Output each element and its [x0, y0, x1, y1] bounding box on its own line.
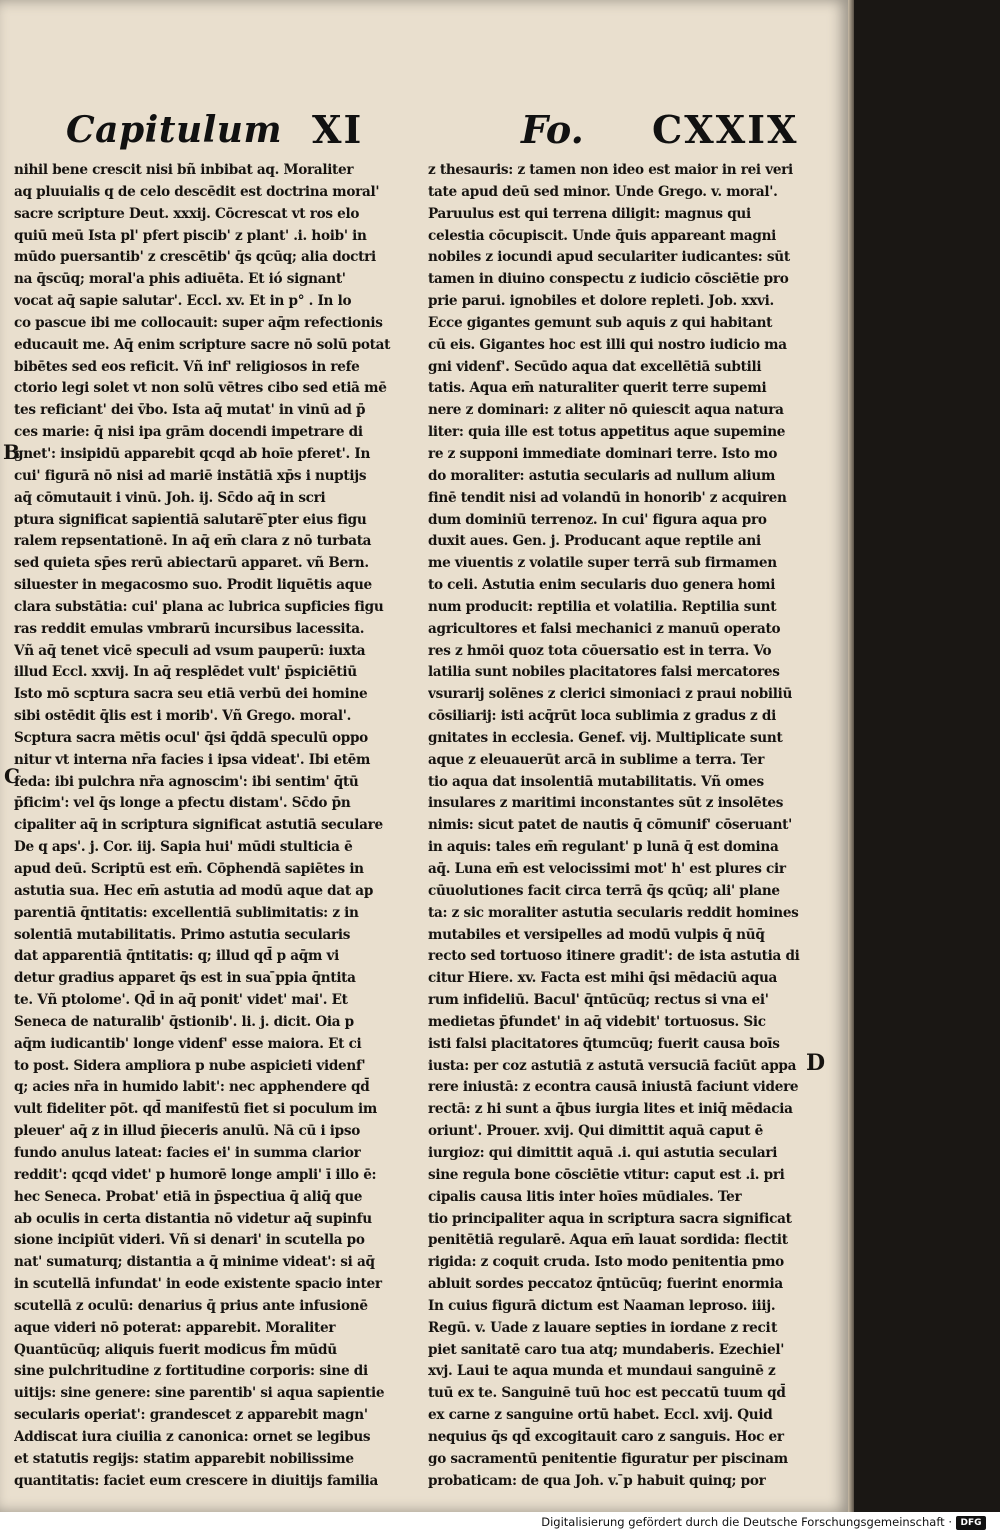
text-line: scutellā z oculū: denarius q̄ prius ante infusionē	[14, 1297, 368, 1314]
text-line: gnitates in ecclesia. Genef. vij. Multiplicate sunt	[428, 729, 783, 746]
text-line: sine regula bone cōsciētie vtitur: caput est .i. pri	[428, 1166, 785, 1183]
text-line: Quantūcūq; aliquis fuerit modicus f̄m mūdū	[14, 1341, 337, 1358]
text-line: rectā: z hi sunt a q̄bus iurgia lites et iniq̄ mēdacia	[428, 1101, 793, 1118]
text-line: nobiles z iocundi apud seculariter iudicantes: sūt	[428, 249, 790, 266]
text-line: sacre scripture Deut. xxxij. Cōcrescat vt ros elo	[14, 205, 360, 222]
text-line: insulares z maritimi inconstantes sūt z insolētes	[428, 795, 784, 812]
text-line: In cuius figurā dictum est Naaman leproso. iiij.	[428, 1297, 776, 1314]
text-line: iurgioz: qui dimittit aquā .i. qui astutia seculari	[428, 1144, 778, 1161]
text-line: aq̄ cōmutauit i vinū. Joh. ij. Sc̄do aq̄ in scri	[14, 489, 326, 506]
text-line: nequius q̄s qd̄ excogitauit caro z sanguis. Hoc er	[428, 1428, 784, 1445]
text-line: co pascue ibi me collocauit: super aq̄m refectionis	[14, 314, 383, 331]
text-line: bibētes sed eos reficit. Vñ inf' religiosos in refe	[14, 358, 360, 375]
text-line: astutia sua. Hec em̄ astutia ad modū aque dat ap	[14, 882, 374, 899]
text-line: quiū meū Ista pl' pfert piscib' z plant' .i. hoib' in	[14, 227, 367, 244]
text-line: sione incipiūt videri. Vñ si denari' in scutella po	[14, 1232, 365, 1249]
text-line: detur gradius apparet q̄s est in sua ̄ppia q̄ntita	[14, 970, 356, 987]
text-line: pleuer' aq̄ z in illud p̄ieceris anulū. Nā cū i ipso	[14, 1123, 360, 1140]
text-line: tamen in diuino conspectu z iudicio cōsciētie pro	[428, 271, 789, 288]
text-line: cipaliter aq̄ in scriptura significat astutiā seculare	[14, 817, 383, 834]
text-line: rere iniustā: z econtra causā iniustā faciunt videre	[428, 1079, 799, 1096]
text-line: latilia sunt nobiles placitatores falsi mercatores	[428, 664, 780, 681]
text-line: gnet': insipidū apparebit qcqd ab hoīe pferet'. In	[14, 445, 371, 462]
text-line: Ecce gigantes gemunt sub aquis z qui habitant	[428, 314, 773, 331]
text-line: feda: ibi pulchra nr̄a agnoscim': ibi sentim' q̄tū	[14, 773, 359, 790]
text-line: probaticam: de qua Joh. v. ̄p habuit quinq; por	[428, 1472, 766, 1489]
text-line: recto sed tortuoso itinere gradit': de ista astutia di	[428, 948, 800, 965]
text-line: duxit aues. Gen. j. Producant aque reptile ani	[428, 533, 761, 550]
text-line: iusta: per coz astutiā z astutā versuciā faciūt appa	[428, 1057, 797, 1074]
text-line: ras reddit emulas vmbrarū incursibus lacessita.	[14, 620, 365, 637]
left-text-column	[14, 160, 404, 1492]
text-line: isti falsi placitatores q̄tumcūq; fuerit causa boīs	[428, 1035, 780, 1052]
text-line: nihil bene crescit nisi bñ inbibat aq. Moraliter	[14, 162, 354, 178]
text-line: Vñ aq̄ tenet vicē speculi ad vsum pauperū: iuxta	[14, 642, 366, 659]
text-line: nitur vt interna nr̄a facies i ipsa videat'. Ibi etēm	[14, 751, 371, 768]
text-line: abluit sordes peccatoz q̄ntūcūq; fuerint enormia	[428, 1276, 783, 1293]
text-line: celestia cōcupiscit. Unde q̄uis appareant magni	[428, 227, 777, 244]
funding-credit: Digitalisierung gefördert durch die Deutsche Forschungsgemeinschaft ·	[541, 1515, 952, 1529]
text-line: citur Hiere. xv. Facta est mihi q̄si mēdaciū aqua	[428, 970, 778, 987]
text-line: aq̄. Luna em̄ est velocissimi mot' h' est plures cir	[428, 861, 786, 877]
text-line: to celi. Astutia enim secularis duo genera homi	[428, 577, 776, 594]
text-line: vocat aq̄ sapie salutar'. Eccl. xv. Et in p° . In lo	[14, 293, 352, 310]
text-line: nimis: sicut patet de nautis q̄ cōmunif' cōseruant'	[428, 817, 792, 834]
text-line: et statutis regijs: statim apparebit nobilissime	[14, 1450, 354, 1467]
text-line: cui' figurā nō nisi ad mariē instātiā xp̄s i nuptijs	[14, 467, 367, 484]
text-line: uitijs: sine genere: sine parentib' si aqua sapientie	[14, 1385, 385, 1402]
text-line: ta: z sic moraliter astutia secularis reddit homines	[428, 904, 799, 921]
footer-bar	[0, 1512, 1000, 1535]
text-line: Seneca de naturalib' q̄stionib'. li. j. dicit. Oia p	[14, 1013, 354, 1030]
text-line: ab oculis in certa distantia nō videtur aq̄ supinfu	[14, 1210, 372, 1227]
text-line: siluester in megacosmo suo. Prodit liquētis aque	[14, 577, 372, 594]
text-line: clara substātia: cui' plana ac lubrica supficies figu	[14, 598, 384, 615]
margin-letter-b: B	[3, 440, 20, 464]
text-line: secularis operiat': grandescet z apparebit magn'	[14, 1407, 368, 1424]
text-line: vult fideliter pōt. qd̄ manifestū fiet si poculum im	[14, 1101, 377, 1118]
text-line: oriunt'. Prouer. xvij. Qui dimittit aquā caput ē	[428, 1123, 764, 1140]
text-line: ces marie: q̄ nisi ipa grām docendi impetrare di	[14, 424, 363, 441]
text-line: ralem repsentationē. In aq̄ em̄ clara z nō turbata	[14, 533, 372, 550]
text-line: mūdo puersantib' z crescētib' q̄s qcūq; alia doctri	[14, 249, 376, 266]
text-line: gni videnf'. Secūdo aqua dat excellētiā subtili	[428, 358, 762, 375]
text-line: Isto mō scptura sacra seu etiā verbū dei homine	[14, 686, 368, 703]
text-line: apud deū. Scriptū est em̄. Cōphendā sapiētes in	[14, 861, 364, 877]
text-line: p̄ficim': vel q̄s longe a pfectu distam'. Sc̄do p̄n	[14, 795, 351, 812]
text-line: go sacramentū penitentie figuratur per piscinam	[428, 1450, 788, 1467]
text-line: nat' sumaturq; distantia a q̄ minime videat': si aq̄	[14, 1254, 375, 1271]
text-line: mutabiles et versipelles ad modū vulpis q̄ nūq̄	[428, 926, 765, 943]
text-line: sibi ostēdit q̄lis est i morib'. Vñ Grego. moral'.	[14, 708, 352, 725]
text-line: illud Eccl. xxvij. In aq̄ resplēdet vult' p̄spiciētiū	[14, 664, 357, 681]
text-line: tio principaliter aqua in scriptura sacra significat	[428, 1210, 792, 1227]
text-line: De q aps'. j. Cor. iij. Sapia hui' mūdi stulticia ē	[14, 839, 353, 856]
text-line: rigida: z coquit cruda. Isto modo penitentia pmo	[428, 1254, 784, 1271]
dfg-logo: DFG	[956, 1516, 986, 1530]
text-line: q; acies nr̄a in humido labit': nec apphendere qd̄	[14, 1079, 370, 1096]
text-line: in scutellā infundat' in eode existente spacio inter	[14, 1276, 382, 1293]
text-line: to post. Sidera ampliora p nube aspicieti videnf'	[14, 1057, 366, 1074]
text-line: sine pulchritudine z fortitudine corporis: sine di	[14, 1363, 368, 1380]
text-line: educauit me. Aq̄ enim scripture sacre nō solū potat	[14, 336, 391, 353]
text-line: ptura significat sapientiā salutarē ̄pter eius figu	[14, 511, 367, 528]
text-line: rum infideliū. Bacul' q̄ntūcūq; rectus si vna ei'	[428, 992, 769, 1009]
text-line: tatis. Aqua em̄ naturaliter querit terre supemi	[428, 380, 767, 397]
text-line: hec Seneca. Probat' etiā in p̄spectiua q̄ aliq̄ que	[14, 1188, 363, 1205]
chapter-heading: Capitulum	[66, 109, 283, 151]
folio-prefix: Fo.	[521, 107, 584, 152]
text-line: penitētiā regularē. Aqua em̄ lauat sordida: flectit	[428, 1232, 788, 1249]
text-line: re z supponi immediate dominari terre. Isto mo	[428, 445, 778, 462]
folio-number: CXXIX	[652, 107, 799, 152]
text-line: res z hmōi quoz tota cōuersatio est in terra. Vo	[428, 642, 772, 659]
text-line: dat apparentiā q̄ntitatis: q; illud qd̄ p aq̄m vi	[14, 948, 339, 965]
text-line: cōsiliarij: isti acq̄rūt loca sublimia z gradus z di	[428, 708, 776, 725]
chapter-number: XI	[312, 107, 364, 152]
text-line: Scptura sacra mētis ocul' q̄si q̄ddā speculū oppo	[14, 729, 368, 746]
text-line: piet sanitatē caro tua atq; mundaberis. Ezechiel'	[428, 1341, 785, 1358]
text-line: solentiā mutabilitatis. Primo astutia secularis	[14, 926, 351, 943]
text-line: agricultores et falsi mechanici z manuū operato	[428, 620, 781, 637]
text-line: aq̄m iudicantib' longe videnf' esse maiora. Et ci	[14, 1035, 362, 1052]
text-line: quantitatis: faciet eum crescere in diuitijs familia	[14, 1472, 379, 1489]
text-line: Paruulus est qui terrena diligit: magnus qui	[428, 205, 751, 222]
text-line: parentiā q̄ntitatis: excellentiā sublimitatis: z in	[14, 904, 359, 921]
text-line: xvj. Laui te aqua munda et mundaui sanguinē z	[428, 1363, 776, 1380]
text-line: finē tendit nisi ad volandū in honorib' z acquiren	[428, 489, 787, 506]
text-line: ex carne z sanguine ortū habet. Eccl. xvij. Quid	[428, 1407, 773, 1424]
text-line: prie parui. ignobiles et dolore repleti. Job. xxvi.	[428, 293, 774, 310]
text-line: aq pluuialis q de celo descēdit est doctrina moral'	[14, 183, 380, 200]
text-line: tes reficiant' dei v̄bo. Ista aq̄ mutat' in vinū ad p̄	[14, 402, 366, 419]
text-line: dum dominiū terrenoz. In cui' figura aqua pro	[428, 511, 767, 528]
text-line: do moraliter: astutia secularis ad nullum alium	[428, 467, 776, 484]
text-line: Regū. v. Uade z lauare septies in iordane z reci	[428, 1319, 771, 1336]
margin-letter-c: C	[4, 764, 20, 788]
text-line: tate apud deū sed minor. Unde Grego. v. moral'.	[428, 183, 778, 200]
text-line: te. Vñ ptolome'. Qd̄ in aq̄ ponit' videt' mai'. Et	[14, 992, 348, 1009]
text-line: in aquis: tales em̄ regulant' p lunā q̄ est domina	[428, 839, 779, 856]
text-line: sed quieta sp̄es rerū abiectarū apparet. vñ Bern.	[14, 555, 369, 572]
text-line: me viuentis z volatile super terrā sub firmamen	[428, 555, 777, 572]
text-line: medietas p̄fundet' in aq̄ videbit' tortuosus. Sic	[428, 1013, 766, 1030]
text-line: tio aqua dat insolentiā mutabilitatis. Vñ omes	[428, 773, 764, 790]
text-line: cūuolutiones facit circa terrā q̄s qcūq; ali' plane	[428, 882, 780, 899]
right-text-column	[428, 160, 818, 1492]
text-line: fundo anulus lateat: facies ei' in summa clarior	[14, 1144, 361, 1161]
text-line: ctorio legi solet vt non solū vētres cibo sed etiā mē	[14, 380, 387, 397]
text-line: aque z eleuauerūt arcā in sublime a terra. Ter	[428, 751, 765, 768]
text-line: na q̄scūq; moral'a phis adiuēta. Et ió signant'	[14, 271, 346, 288]
text-line: z thesauris: z tamen non ideo est maior in rei veri	[428, 162, 793, 178]
text-line: num producit: reptilia et volatilia. Reptilia sunt	[428, 598, 777, 615]
text-line: liter: quia ille est totus appetitus aque supemine	[428, 424, 786, 441]
text-line: Addiscat iura ciuilia z canonica: ornet se legibus	[14, 1428, 371, 1445]
text-line: reddit': qcqd videt' p humorē longe ampli' ī illo ē:	[14, 1166, 377, 1183]
text-line: cipalis causa litis inter hoīes mūdiales. Ter	[428, 1188, 742, 1205]
text-line: vsurarij solēnes z clerici simoniaci z praui nobiliū	[428, 686, 793, 703]
text-line: cū eis. Gigantes hoc est illi qui nostro iudicio ma	[428, 336, 787, 353]
text-line: tuū ex te. Sanguinē tuū hoc est peccatū tuum qd̄	[428, 1385, 786, 1402]
page-edge-shadow	[848, 0, 854, 1512]
margin-letter-d: D	[806, 1050, 826, 1076]
text-line: aque videri nō poterat: apparebit. Moraliter	[14, 1319, 336, 1336]
signature-mark: t	[771, 1320, 778, 1336]
text-line: nere z dominari: z aliter nō quiescit aqua natura	[428, 402, 784, 419]
